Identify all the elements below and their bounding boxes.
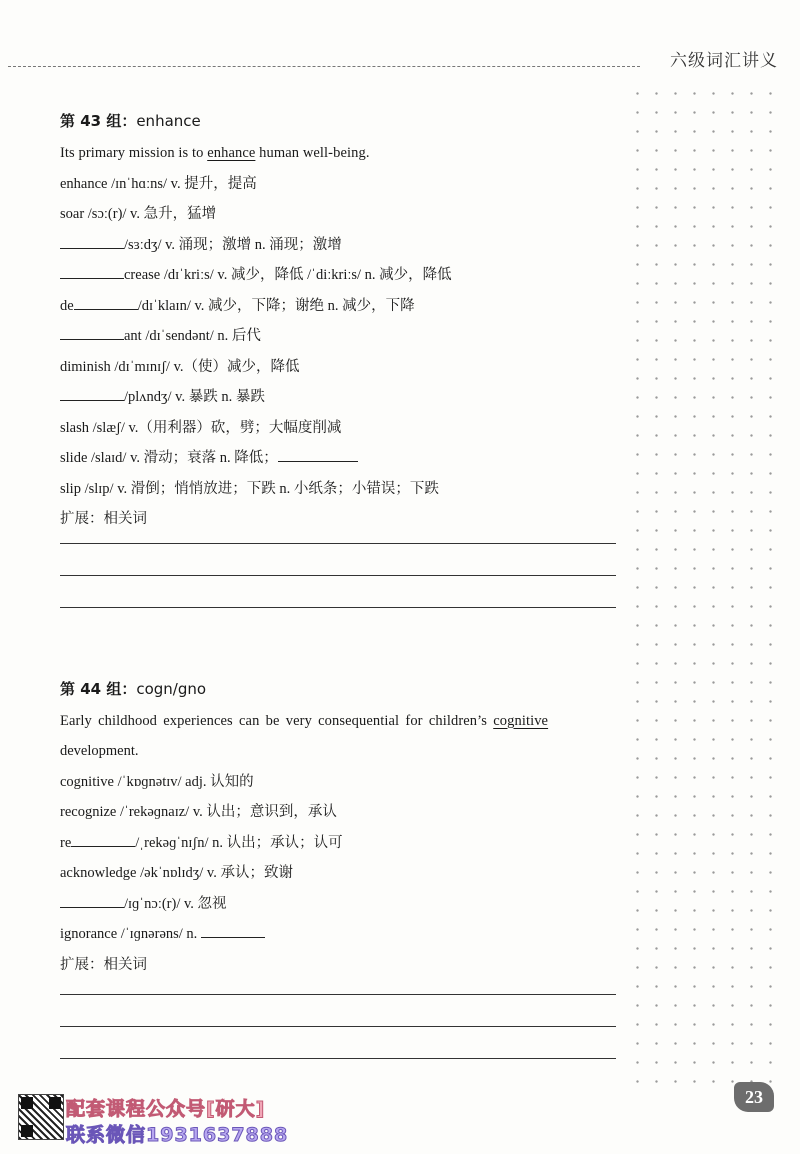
- group-44-example: [60, 706, 620, 737]
- group-43-title: [60, 104, 620, 138]
- group-44-title: [60, 672, 620, 706]
- vocab-entry-blank: /plʌndʒ/ v. 暴跌 n. 暴跌: [60, 382, 620, 413]
- section-gap: [60, 608, 620, 672]
- dot-grid-margin: [628, 84, 784, 1084]
- fill-blank[interactable]: [60, 234, 124, 249]
- vocab-entry-blank: ignorance /ˈɪɡnərəns/ n.: [60, 919, 620, 950]
- vocab-entry: recognize /ˈrekəɡnaɪz/ v. 认出；意识到，承认: [60, 804, 337, 820]
- group-44-word: cogn/gno: [136, 679, 207, 698]
- vocab-entry-blank: de /dɪˈklaɪn/ v. 减少，下降；谢绝 n. 减少，下降: [60, 291, 620, 322]
- fill-blank[interactable]: [201, 923, 265, 938]
- writing-line[interactable]: [60, 995, 616, 1027]
- group-43-prefix: 第 43 组：: [60, 112, 137, 130]
- page-content: [60, 104, 620, 1059]
- page-number-badge: 23: [734, 1082, 774, 1112]
- vocab-entry-blank: ant /dɪˈsendənt/ n. 后代: [60, 321, 620, 352]
- vocab-entry: slash /slæʃ/ v.（用利器）砍，劈；大幅度削减: [60, 419, 342, 436]
- fill-blank[interactable]: [60, 386, 124, 401]
- qr-code-icon: [18, 1094, 64, 1140]
- vocab-entry-blank: re /ˌrekəɡˈnɪʃn/ n. 认出；承认；认可: [60, 828, 620, 859]
- writing-line[interactable]: [60, 535, 616, 544]
- vocab-entry: diminish /dɪˈmɪnɪʃ/ v.（使）减少，降低: [60, 358, 300, 375]
- fill-blank[interactable]: [74, 295, 138, 310]
- example-text: human well-being.: [255, 145, 370, 161]
- fill-blank[interactable]: [278, 447, 358, 462]
- group-43-example: [60, 138, 620, 169]
- watermark-line-2: 联系微信1931637888: [66, 1124, 289, 1146]
- header-rule: [8, 66, 640, 67]
- watermark-line-1: 配套课程公众号[研大]: [66, 1098, 266, 1120]
- example-text: Its primary mission is to: [60, 145, 208, 161]
- writing-line[interactable]: [60, 576, 616, 608]
- example-keyword: enhance: [207, 145, 256, 161]
- extension-label: 扩展：相关词: [60, 511, 147, 527]
- vocab-entry-blank: /ɪɡˈnɔː(r)/ v. 忽视: [60, 889, 620, 920]
- group-44-example-cont: development.: [60, 743, 139, 759]
- example-text: Early childhood experiences can be very consequential for children’s: [60, 712, 494, 729]
- vocab-entry-blank: /sɜːdʒ/ v. 涌现；激增 n. 涌现；激增: [60, 230, 620, 261]
- writing-line[interactable]: [60, 1027, 616, 1059]
- fill-blank[interactable]: [60, 325, 124, 340]
- example-keyword: cognitive: [493, 712, 549, 729]
- vocab-entry-blank: slide /slaɪd/ v. 滑动；衰落 n. 降低；: [60, 443, 620, 474]
- vocab-entry: soar /sɔː(r)/ v. 急升，猛增: [60, 206, 217, 222]
- running-header-title: 六级词汇讲义: [670, 51, 778, 71]
- vocab-entry: acknowledge /əkˈnɒlɪdʒ/ v. 承认；致谢: [60, 865, 293, 881]
- group-43-word: enhance: [136, 112, 201, 130]
- writing-line[interactable]: [60, 980, 616, 995]
- fill-blank[interactable]: [60, 264, 124, 279]
- writing-line[interactable]: [60, 544, 616, 576]
- fill-blank[interactable]: [60, 893, 124, 908]
- vocab-entry: enhance /ɪnˈhɑːns/ v. 提升，提高: [60, 175, 257, 192]
- fill-blank[interactable]: [71, 832, 135, 847]
- group-44-prefix: 第 44 组：: [60, 679, 137, 698]
- vocab-entry-blank: crease /dɪˈkriːs/ v. 减少，降低 /ˈdiːkriːs/ n. 减少，降低: [60, 260, 620, 291]
- extension-label: 扩展：相关词: [60, 956, 147, 973]
- vocab-entry: cognitive /ˈkɒɡnətɪv/ adj. 认知的: [60, 773, 254, 790]
- vocab-entry: slip /slɪp/ v. 滑倒；悄悄放进；下跌 n. 小纸条；小错误；下跌: [60, 480, 439, 497]
